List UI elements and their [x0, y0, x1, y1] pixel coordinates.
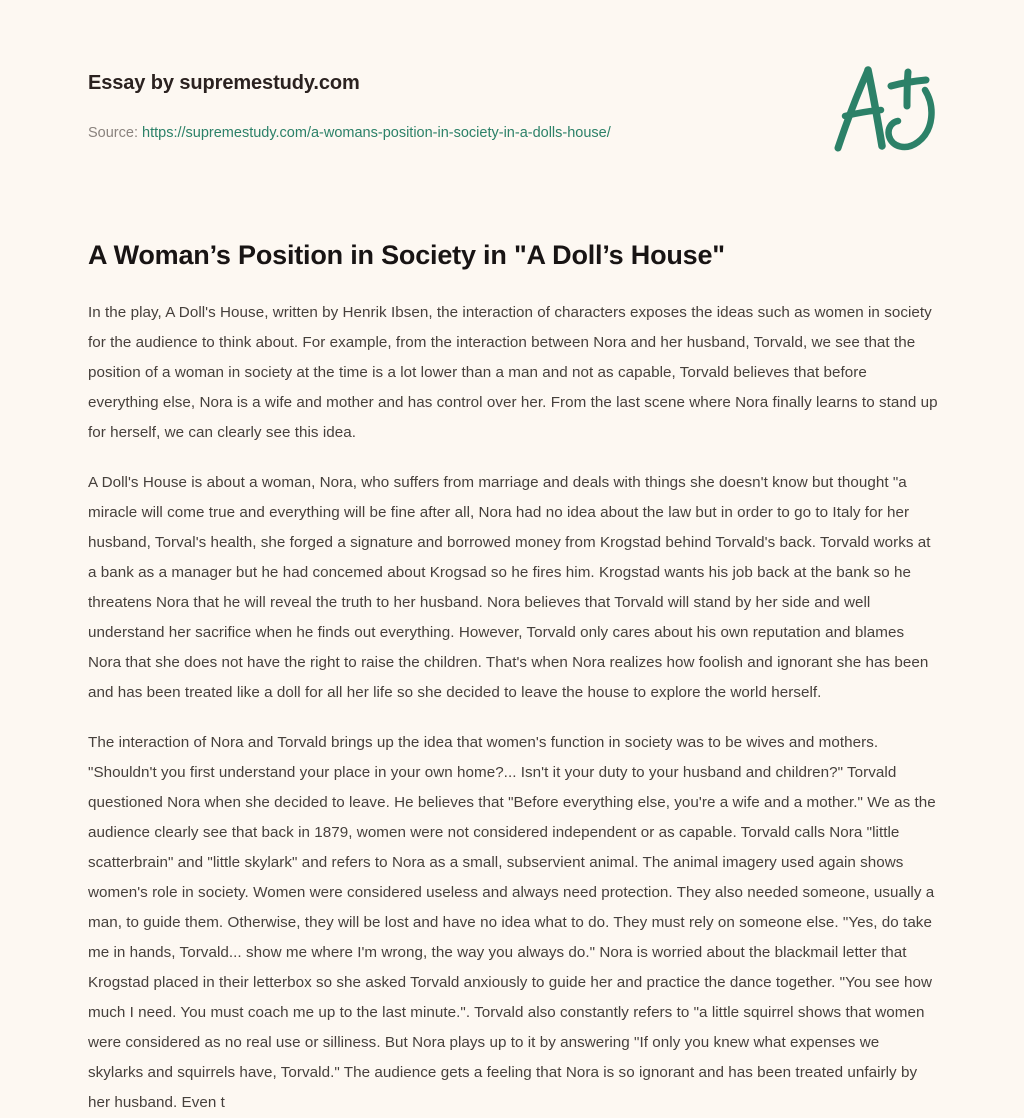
article — [88, 238, 938, 1118]
article-paragraph: In the play, A Doll's House, written by Henrik Ibsen, the interaction of characters exposes the ideas such as women in society for the audience to think about. For example, from the interaction between Nora and her husband, Torvald, we see that the position of a woman in society at the time is a lot lower than a man and not as capable, Torvald believes that before everything else, Nora is a wife and mother and has control over her. From the last scene where Nora finally learns to stand up for herself, we can clearly see this idea. — [88, 304, 938, 441]
a-plus-icon-svg — [812, 48, 952, 168]
source-line — [88, 124, 611, 142]
article-paragraph: A Doll's House is about a woman, Nora, who suffers from marriage and deals with things she doesn't know but thought "a miracle will come true and everything will be fine after all, Nora had no idea about the law but in order to go to Italy for her husband, Torval's health, she forged a signature and borrowed money from Krogstad behind Torvald's back. Torvald works at a bank as a manager but he had concemed about Krogsad so he fires him. Krogstad wants his job back at the bank so he threatens Nora that he will reveal the truth to her husband. Nora believes that Torvald will stand by her side and well understand her sacrifice when he finds out everything. However, Torvald only cares about his own reputation and blames Nora that she does not have the right to raise the children. That's when Nora realizes how foolish and ignorant she has been and has been treated like a doll for all her life so she decided to leave the house to explore the world herself. — [88, 474, 931, 701]
source-url-link[interactable]: https://supremestudy.com/a-womans-position-in-society-in-a-dolls-house/ — [142, 125, 611, 141]
brand-logo-a-plus-icon[interactable] — [812, 48, 952, 168]
article-body — [88, 298, 938, 1118]
byline: Essay by supremestudy.com — [88, 72, 360, 94]
article-paragraph: The interaction of Nora and Torvald brings up the idea that women's function in society was to be wives and mothers. "Shouldn't you first understand your place in your own home?... Isn't it your duty to your husband and children?" Torvald questioned Nora when she decided to leave. He believes that "Before everything else, you're a wife and a mother." We as the audience clearly see that back in 1879, women were not considered independent or as capable. Torvald calls Nora "little scatterbrain" and "little skylark" and refers to Nora as a small, subservient animal. The animal imagery used again shows women's role in society. Women were considered useless and always need protection. They also needed someone, usually a man, to guide them. Otherwise, they will be lost and have no idea what to do. They must rely on someone else. "Yes, do take me in hands, Torvald... show me where I'm wrong, the way you always do." Nora is worried about the blackmail letter that Krogstad placed in their letterbox so she asked Torvald anxiously to guide her and practice the dance together. "You see how much I need. You must coach me up to the last minute.". Torvald also constantly refers to "a little squirrel shows that women were considered as no real use or silliness. But Nora plays up to it by answering "If only you knew what expenses we skylarks and squirrels have, Torvald." The audience gets a feeling that Nora is so ignorant and has been treated unfairly by her husband. Even t — [88, 734, 936, 1111]
source-label: Source: — [88, 125, 138, 141]
page-header — [0, 0, 1024, 190]
page-title: A Woman’s Position in Society in "A Doll’s House" — [88, 240, 725, 270]
